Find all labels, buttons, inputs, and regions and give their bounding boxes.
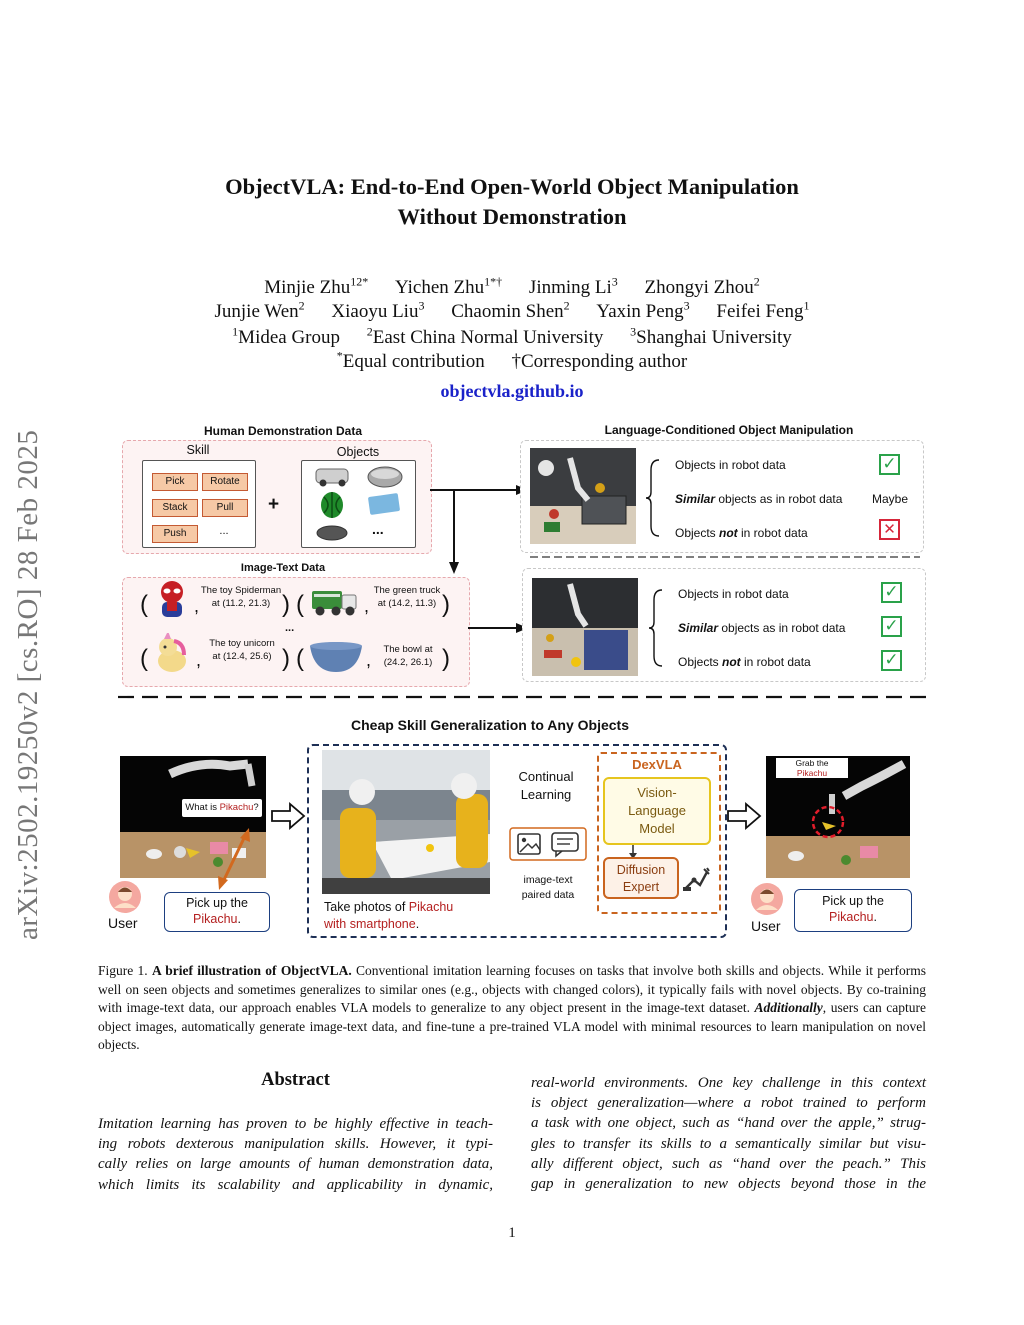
result-row: Objects not in robot data bbox=[675, 526, 808, 540]
check-icon: ✓ bbox=[881, 616, 902, 637]
check-icon: ✓ bbox=[879, 454, 900, 475]
abstract-line: gles to transfer its skills to a semantically similar but visu- bbox=[531, 1135, 926, 1152]
author: Yaxin Peng$^3$ bbox=[596, 299, 690, 323]
skill-tag: Pull bbox=[202, 499, 248, 517]
check-icon: ✓ bbox=[881, 650, 902, 671]
skill-label: Skill bbox=[186, 443, 210, 457]
orange-arrow bbox=[214, 826, 254, 892]
hollow-arrow bbox=[726, 802, 762, 830]
comma: , bbox=[364, 596, 370, 616]
figure-caption: Figure 1. A brief illustration of ObjectVLA. Conventional imitation learning focuses on tasks that involve both skills and objects. While it performs well on seen objects and sometimes generalizes to similar ones (e.g., objects with changed colors), it typically fails with novel objects. By co-training with image-text data, our approach enables VLA models to generalize to any object present in the image-text dataset. Additionally, users can capture object images, automatically generate image-text data, and fine-tune a pre-trained VLA model with minimal resources to learn manipulation on novel objects. bbox=[98, 963, 927, 1053]
lang-manip-title: Language-Conditioned Object Manipulation bbox=[604, 423, 854, 437]
result-row: Objects in robot data bbox=[678, 587, 789, 601]
abstract-line: Imitation learning has proven to be highly effective in teach- bbox=[98, 1116, 493, 1132]
paren: ( bbox=[140, 645, 148, 672]
image-text-caption: The green truck at (14.2, 11.3) bbox=[373, 585, 441, 609]
skill-ellipsis: ... bbox=[219, 525, 229, 537]
result-row: Similar objects as in robot data bbox=[675, 492, 843, 506]
unicorn-toy-image bbox=[154, 633, 192, 677]
author: Yichen Zhu$^{1*\dagger}$ bbox=[394, 275, 503, 299]
maybe-status: Maybe bbox=[872, 492, 909, 506]
author: Jinming Li$^3$ bbox=[528, 275, 618, 299]
image-text-title: Image-Text Data bbox=[240, 562, 326, 574]
author: Junjie Wen$^2$ bbox=[214, 299, 305, 323]
abstract-line: ing robots dexterous manipulation skills. However, it typi- bbox=[98, 1136, 493, 1153]
robot-scene-photo-2 bbox=[532, 578, 638, 676]
paren: ( bbox=[140, 591, 148, 618]
image-text-ellipsis: ... bbox=[285, 622, 295, 634]
paren: ( bbox=[296, 645, 304, 672]
title-line-2: Without Demonstration bbox=[397, 204, 627, 229]
user-avatar bbox=[108, 880, 142, 914]
spiderman-toy-image bbox=[154, 579, 190, 621]
abstract-left-column bbox=[98, 1114, 493, 1195]
author: Minjie Zhu$^{12*}$ bbox=[264, 275, 369, 299]
author: Xiaoyu Liu$^3$ bbox=[331, 299, 425, 323]
skill-tag: Push bbox=[152, 525, 198, 543]
human-demo-title: Human Demonstration Data bbox=[203, 424, 363, 438]
grab-bubble: Grab the Pikachu bbox=[776, 758, 848, 778]
equal-contribution-note: *Equal contribution bbox=[336, 349, 485, 373]
result-row: Objects not in robot data bbox=[678, 655, 811, 669]
image-text-caption: The toy unicorn at (12.4, 25.6) bbox=[209, 638, 275, 662]
corresponding-author-note: †Corresponding author bbox=[511, 351, 688, 373]
skill-tag: Pick bbox=[152, 473, 198, 491]
paren: ) bbox=[282, 645, 290, 672]
vlm-box: Vision-Language Model bbox=[603, 777, 711, 845]
abstract-right-column bbox=[531, 1073, 926, 1194]
abstract-line: cally relies on large amounts of human demonstration data, bbox=[98, 1156, 493, 1173]
paren: ( bbox=[296, 591, 304, 618]
continual-learning-label: Continual Learning bbox=[518, 769, 574, 802]
image-text-paired-label: image-text paired data bbox=[521, 874, 575, 901]
author: Chaomin Shen$^2$ bbox=[451, 299, 570, 323]
abstract-line: is object generalization—where a robot trained to perform bbox=[531, 1095, 926, 1112]
comma: , bbox=[194, 596, 200, 616]
image-text-caption: The toy Spiderman at (11.2, 21.3) bbox=[200, 585, 282, 609]
project-url-link[interactable]: objectvla.github.io bbox=[440, 381, 584, 401]
affiliation: $^2$East China Normal University bbox=[366, 325, 604, 349]
cheap-skill-title: Cheap Skill Generalization to Any Objects bbox=[351, 717, 629, 733]
abstract-line: ally different object, such as “hand over the peach.” This bbox=[531, 1155, 926, 1172]
panel-divider bbox=[530, 552, 920, 562]
robot-scene-photo bbox=[530, 448, 636, 544]
check-icon: ✓ bbox=[881, 582, 902, 603]
abstract-line: real-world environments. One key challenge in this context bbox=[531, 1075, 926, 1091]
dexvla-label: DexVLA bbox=[632, 757, 682, 772]
skill-tag: Stack bbox=[152, 499, 198, 517]
paren: ) bbox=[442, 645, 450, 672]
objects-label: Objects bbox=[336, 445, 380, 459]
brace bbox=[648, 588, 664, 668]
author: Zhongyi Zhou$^2$ bbox=[644, 275, 760, 299]
objects-box bbox=[301, 460, 416, 548]
user-command-bubble: Pick up the Pikachu. bbox=[794, 889, 912, 932]
arxiv-identifier: arXiv:2502.19250v2 [cs.RO] 28 Feb 2025 bbox=[12, 429, 44, 940]
abstract-line: gap in generalization to new objects beyond those in the bbox=[531, 1176, 926, 1193]
comma: , bbox=[366, 650, 372, 670]
paren: ) bbox=[442, 591, 450, 618]
abstract-line: a task with one object, such as “hand over the apple,” strug- bbox=[531, 1115, 926, 1132]
image-text-caption: The bowl at (24.2, 26.1) bbox=[383, 644, 433, 668]
objects-illustration bbox=[302, 461, 415, 547]
title-line-1: ObjectVLA: End-to-End Open-World Object Manipulation bbox=[225, 174, 799, 199]
comma: , bbox=[196, 650, 202, 670]
brace bbox=[645, 458, 661, 538]
diffusion-expert-box: Diffusion Expert bbox=[603, 857, 679, 899]
hollow-arrow bbox=[270, 802, 306, 830]
image-text-icon bbox=[508, 824, 588, 864]
green-truck-image bbox=[310, 585, 360, 619]
robot-arm-icon bbox=[682, 866, 710, 892]
author: Feifei Feng$^1$ bbox=[716, 299, 810, 323]
user-command-bubble: Pick up the Pikachu. bbox=[164, 892, 270, 932]
result-row: Similar objects as in robot data bbox=[678, 621, 846, 635]
abstract-line: which limits its scalability and applicability in dynamic, bbox=[98, 1176, 493, 1193]
office-photo bbox=[322, 750, 490, 894]
cross-icon: ✕ bbox=[879, 519, 900, 540]
abstract-heading: Abstract bbox=[261, 1070, 330, 1090]
what-is-bubble: What is Pikachu? bbox=[182, 799, 262, 817]
objects-ellipsis: ... bbox=[372, 521, 384, 537]
paren: ) bbox=[282, 591, 290, 618]
affiliation: $^1$Midea Group bbox=[232, 325, 341, 349]
skill-box bbox=[142, 460, 256, 548]
flow-arrows bbox=[430, 480, 530, 640]
take-photos-caption: Take photos of Pikachu with smartphone. bbox=[324, 900, 454, 931]
result-row: Objects in robot data bbox=[675, 458, 786, 472]
user-avatar bbox=[750, 882, 784, 916]
affiliation: $^3$Shanghai University bbox=[630, 325, 792, 349]
plus-sign: + bbox=[268, 494, 280, 515]
figure-divider bbox=[118, 692, 928, 702]
user-label: User bbox=[108, 915, 138, 931]
user-label: User bbox=[751, 918, 781, 934]
bowl-image bbox=[308, 640, 364, 674]
page-number: 1 bbox=[508, 1225, 516, 1241]
skill-tag: Rotate bbox=[202, 473, 248, 491]
